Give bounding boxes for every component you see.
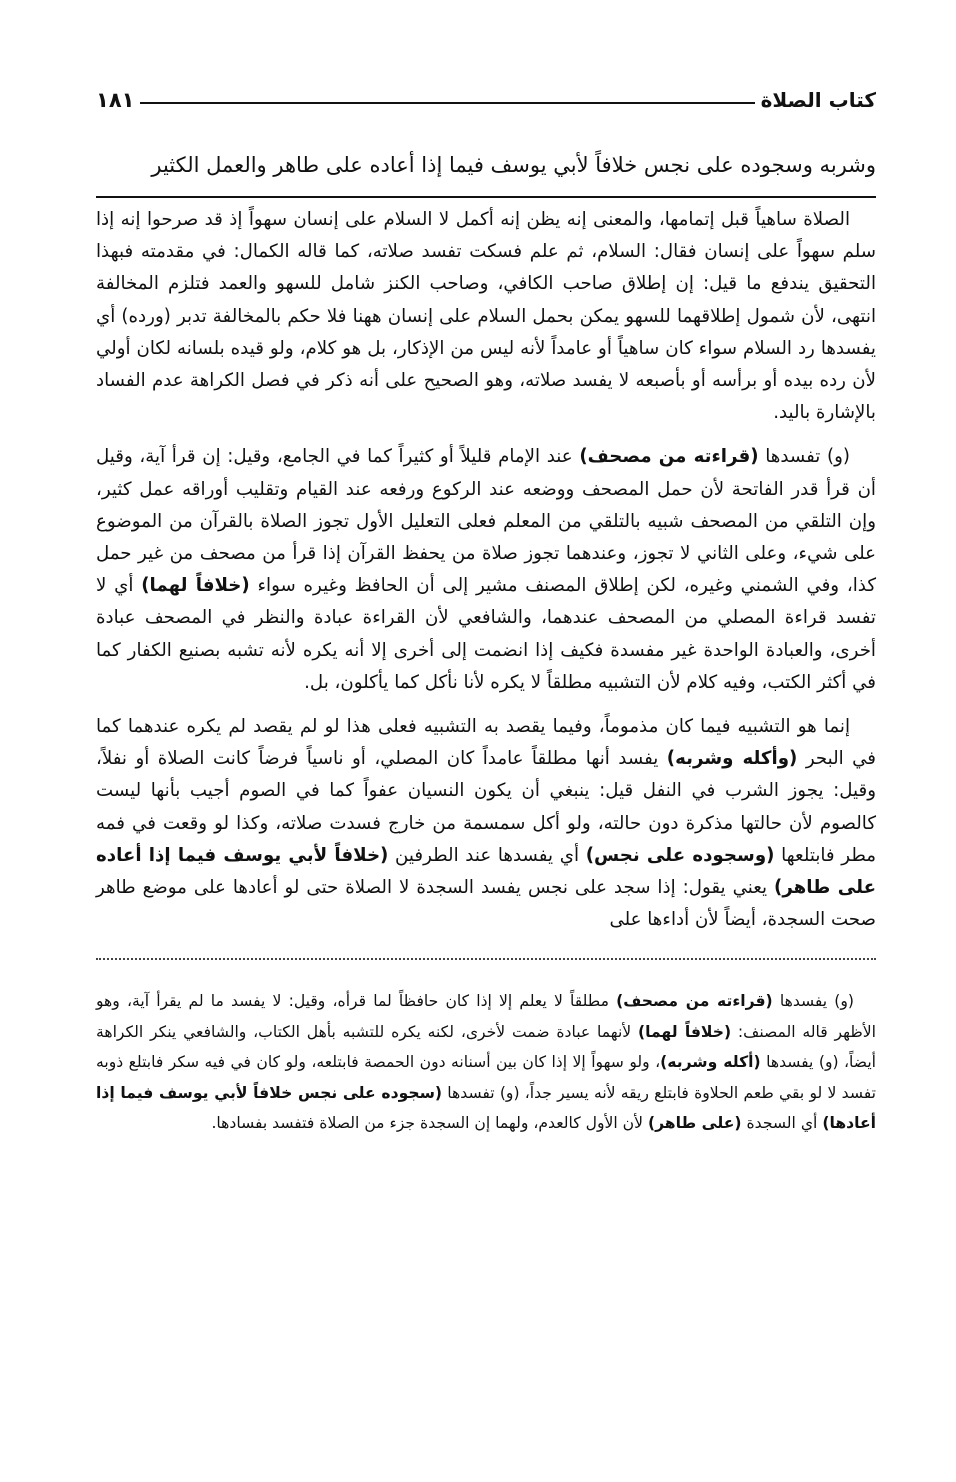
bold-quote: (وأكله وشربه) [666, 748, 798, 770]
text-segment: (و) تفسدها [758, 446, 851, 468]
commentary [96, 204, 876, 936]
footnote [96, 986, 876, 1139]
text-segment: مطلقاً لا يعلم إلا إذا كان حافظاً لما قرأه، وقيل: لا يفسد ما لم يقرأ آية، وهو الأظهر قاله المصنف: [96, 992, 876, 1041]
text-segment: أي السجدة [741, 1114, 823, 1133]
bold-quote: (خلافاً لأبي يوسف فيما إذا أعاده على طاهر) [96, 844, 876, 899]
text-segment: لأنهما عبادة ضمت لأخرى، لكنه يكره للتشبه بأهل الكتاب، والشافعي ينكر الكراهة أيضاً، (و) يفسدها [96, 1022, 876, 1072]
text-segment: إنما هو التشبيه فيما كان مذموماً، وفيما يقصد به التشبيه فعلى هذا لو لم يقصد لم يكره عندهما كما في البحر [96, 716, 877, 770]
text-segment: عند الإمام قليلاً أو كثيراً كما في الجامع، وقيل: إن قرأ آية، وقيل أن قرأ قدر الفاتحة لأن حمل المصحف ووضعه عند الركوع ورفعه عند القيام وتقليب أوراقه عمل كثير، وإن التلقي من المصحف شبيه بالتلقي من المعلم فعلى التعليل الأول تجوز الصلاة بالقرآن من الموضوع على شيء، وعلى الثاني لا تجوز، وعندهما تجوز صلاة من يحفظ القرآن إذا قرأ من مصحف من غير حمل كذا، وفي الشمني وغيره، لكن إطلاق المصنف مشير إلى أن الحافظ وغيره سواء [96, 446, 876, 597]
text-segment: يفسد أنها مطلقاً عامداً كان المصلي، أو ناسياً فرضاً كانت الصلاة أو نفلاً، وقيل: يجوز الشرب في النفل قيل: ينبغي أن يكون النسيان عفواً كما في الصوم أجيب بأنها ليست كالصوم لأن حالتها مذكرة دون حالته، ولو أكل سمسمة من خارج فسدت صلاته، وكذا لو وقعت في فمه مطر فابتلعها [96, 748, 876, 866]
page-number: ١٨١ [96, 88, 135, 112]
book-page [96, 80, 876, 1139]
bold-quote: (قراءته من مصحف) [616, 992, 773, 1011]
running-header [96, 80, 876, 120]
bold-quote: (على طاهر) [647, 1114, 742, 1133]
text-segment: أي يفسدها عند الطرفين [388, 844, 586, 866]
bold-quote: (وسجوده على نجس) [585, 844, 775, 866]
book-title: كتاب الصلاة [760, 88, 876, 112]
commentary-paragraph: الصلاة ساهياً قبل إتمامها، والمعنى إنه يظن إنه أكمل لا السلام على إنسان سهواً إذ قد صرحوا إنه إذا سلم سهواً على إنسان فقال: السلام، ثم علم فسكت تفسد صلاته، كما قاله الكمال: في مقدمته فبهذا التحقيق يندفع ما قيل: إن إطلاق صاحب الكافي، وصاحب الكنز شامل للسهو والعمد فتلزم المخالفة انتهى، لأن شمول إطلاقهما للسهو يمكن بحمل السلام على إنسان ههنا فلا حكم بالمخالفة تدبر (ورده) أي يفسدها رد السلام سواء كان ساهياً أو عامداً لأنه ليس من الإذكار، بل هو كلام، ولو قيده بلسانه لكان أولي لأن رده بيده أو برأسه أو بأصبعه لا يفسد صلاته، وهو الصحيح على أنه ذكر في فصل الكراهة عدم الفساد بالإشارة باليد. [96, 209, 876, 424]
text-segment: يعني يقول: إذا سجد على نجس يفسد السجدة لا الصلاة حتى لو أعادها على موضع طاهر صحت السجدة، أيضاً لأن أداءها على [96, 877, 876, 931]
header-rule [140, 102, 754, 104]
text-segment: أي لا تفسد قراءة المصلي من المصحف عندهما، والشافعي لأن القراءة عبادة والنظر في المصحف عبادة أخرى، والعبادة الواحدة غير مفسدة فكيف إذا انضمت إلى أخرى إلا أنه يكره لأنه تشبه بصنيع الكفار كما في أكثر الكتب، وفيه كلام لأن التشبيه مطلقاً لا يكره لأنا نأكل كما يأكلون، بل. [96, 575, 876, 693]
bold-quote: (قراءته من مصحف) [579, 446, 759, 468]
footnote-paragraph [96, 986, 876, 1139]
text-segment: ، ولو سهواً إلا إذا كان بين أسنانه دون الحمصة فابتلعه، ولو كان في فيه سكر فابتلع ذوبه تفسد لا لو بقي طعم الحلاوة فابتلع ريقه لأنه يسير جداً، (و) تفسدها [96, 1053, 876, 1102]
bold-quote: (أكله وشربه) [660, 1053, 761, 1072]
text-segment: لأن الأول كالعدم، ولهما إن السجدة جزء من الصلاة فتفسد بفسادها. [211, 1114, 648, 1133]
commentary-paragraph [96, 441, 876, 699]
bold-quote: (سجوده على نجس خلافاً لأبي يوسف فيما إذا أعادها) [96, 1083, 876, 1133]
bold-quote: (خلافاً لهما) [638, 1022, 732, 1041]
main-text-divider [96, 196, 876, 198]
main-text: وشربه وسجوده على نجس خلافاً لأبي يوسف فيما إذا أعاده على طاهر والعمل الكثير [151, 153, 876, 177]
commentary-paragraph [96, 711, 876, 936]
bold-quote: (خلافاً لهما) [141, 575, 250, 597]
text-segment: (و) يفسدها [772, 992, 854, 1011]
footnote-separator [96, 944, 876, 960]
